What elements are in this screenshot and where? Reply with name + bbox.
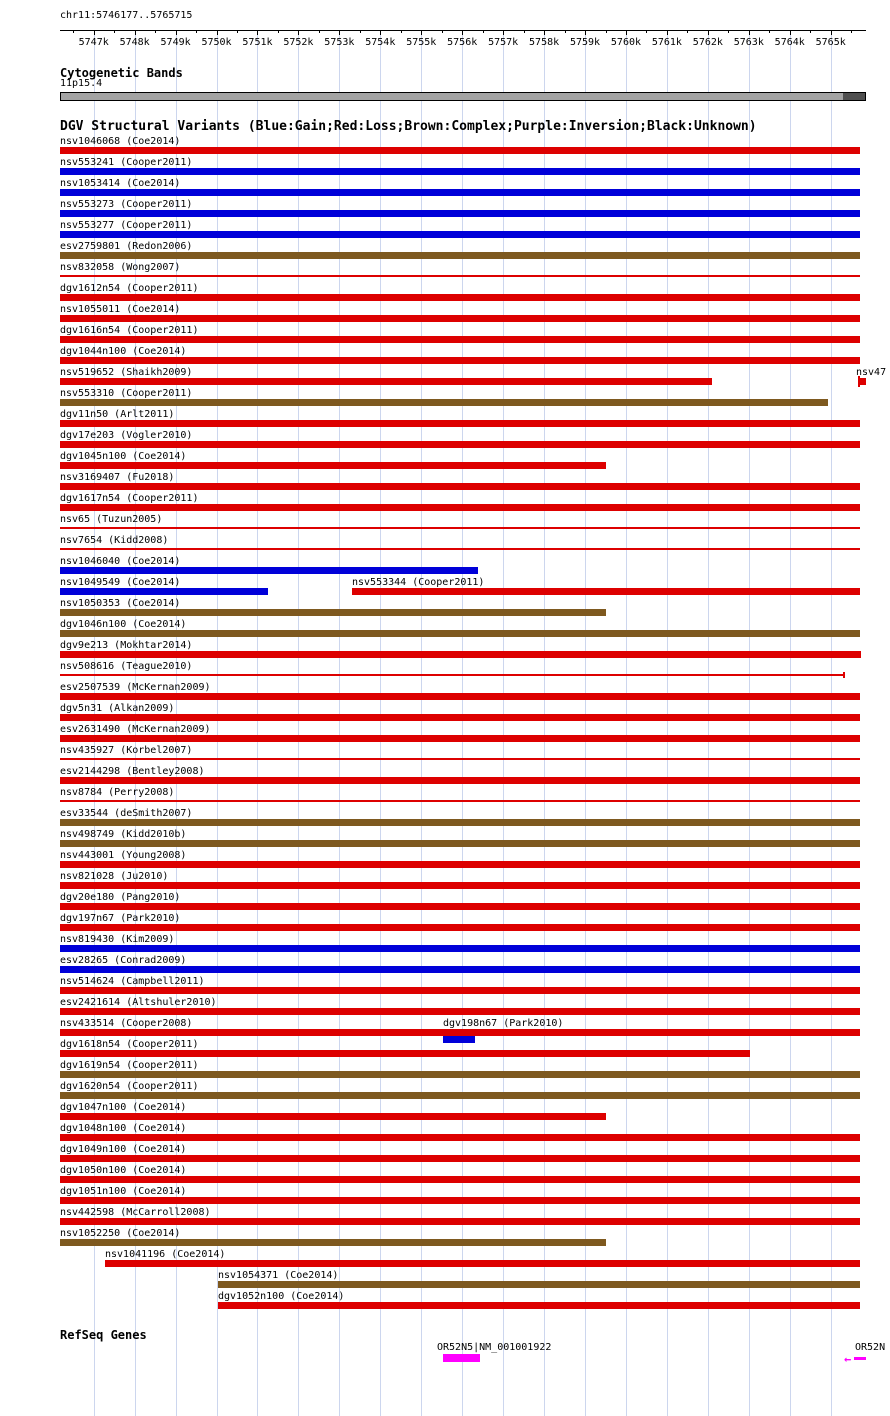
variant-label[interactable]: dgv1048n100 (Coe2014)	[60, 1123, 187, 1134]
ruler-tick-label: 5757k	[488, 37, 519, 48]
variant-label[interactable]: nsv1054371 (Coe2014)	[218, 1270, 339, 1281]
grid-line	[217, 31, 218, 1416]
variant-label[interactable]: dgv1619n54 (Cooper2011)	[60, 1060, 199, 1071]
variant-bar[interactable]	[352, 588, 860, 595]
ruler-tick-label: 5763k	[733, 37, 764, 48]
variant-label[interactable]: nsv433514 (Cooper2008)	[60, 1018, 193, 1029]
variant-bar[interactable]	[218, 1281, 860, 1288]
variant-bar[interactable]	[60, 168, 860, 175]
ruler-minor-tick	[851, 30, 852, 33]
variant-label[interactable]: nsv508616 (Teague2010)	[60, 661, 193, 672]
ruler-major-tick	[585, 30, 586, 35]
ruler-tick-label: 5752k	[283, 37, 314, 48]
ruler-tick-label: 5750k	[201, 37, 232, 48]
grid-line	[462, 31, 463, 1416]
ruler-tick-label: 5758k	[529, 37, 560, 48]
variant-bar[interactable]	[60, 1050, 750, 1057]
grid-line	[421, 31, 422, 1416]
gene-label[interactable]: OR52N5|NM_001001922	[437, 1342, 552, 1353]
ruler-major-tick	[217, 30, 218, 35]
grid-line	[257, 31, 258, 1416]
gene-strand-line	[854, 1357, 866, 1360]
ruler-major-tick	[667, 30, 668, 35]
variant-bar[interactable]	[60, 945, 860, 952]
variant-label[interactable]: esv2631490 (McKernan2009)	[60, 724, 211, 735]
variant-label[interactable]: dgv1618n54 (Cooper2011)	[60, 1039, 199, 1050]
variant-bar[interactable]	[60, 252, 860, 259]
ruler-minor-tick	[524, 30, 525, 33]
ruler-tick-label: 5753k	[324, 37, 355, 48]
ruler-tick-label: 5754k	[365, 37, 396, 48]
variant-bar[interactable]	[105, 1260, 860, 1267]
variant-bar[interactable]	[60, 147, 860, 154]
variant-bar[interactable]	[60, 1155, 860, 1162]
variant-bar[interactable]	[60, 714, 860, 721]
variant-bar[interactable]	[60, 1113, 606, 1120]
variant-bar[interactable]	[60, 1176, 860, 1183]
variant-label[interactable]: nsv442598 (McCarroll2008)	[60, 1207, 211, 1218]
variant-bar[interactable]	[60, 1029, 860, 1036]
variant-bar[interactable]	[60, 987, 860, 994]
variant-label[interactable]: nsv832058 (Wong2007)	[60, 262, 181, 273]
variant-bar[interactable]	[60, 336, 860, 343]
variant-bar[interactable]	[443, 1036, 475, 1043]
region-title: chr11:5746177..5765715	[60, 10, 193, 21]
grid-line	[544, 31, 545, 1416]
ruler-minor-tick	[728, 30, 729, 33]
variant-bar[interactable]	[60, 504, 860, 511]
variant-bar[interactable]	[60, 693, 860, 700]
variant-bar[interactable]	[60, 1218, 860, 1225]
variant-label[interactable]: nsv3169407 (Fu2018)	[60, 472, 175, 483]
ruler-major-tick	[544, 30, 545, 35]
gene-label[interactable]: OR52N	[855, 1342, 886, 1353]
variant-label[interactable]: nsv1046040 (Coe2014)	[60, 556, 181, 567]
variant-label[interactable]: dgv1044n100 (Coe2014)	[60, 346, 187, 357]
ruler-minor-tick	[565, 30, 566, 33]
ruler-major-tick	[708, 30, 709, 35]
variant-bar[interactable]	[60, 966, 860, 973]
variant-bar[interactable]	[60, 924, 860, 931]
variant-bar[interactable]	[60, 674, 843, 676]
grid-line	[380, 31, 381, 1416]
variant-label[interactable]: nsv47	[856, 367, 887, 378]
variant-bar[interactable]	[60, 441, 860, 448]
variant-label[interactable]: nsv1052250 (Coe2014)	[60, 1228, 181, 1239]
variant-label[interactable]: dgv20e180 (Pang2010)	[60, 892, 181, 903]
ruler-major-tick	[135, 30, 136, 35]
ruler-tick-label: 5748k	[119, 37, 150, 48]
variant-bar[interactable]	[218, 1302, 860, 1309]
variant-bar[interactable]	[60, 357, 860, 364]
variant-label[interactable]: nsv1041196 (Coe2014)	[105, 1249, 226, 1260]
variant-label[interactable]: dgv1620n54 (Cooper2011)	[60, 1081, 199, 1092]
ruler-minor-tick	[810, 30, 811, 33]
variant-label[interactable]: esv33544 (deSmith2007)	[60, 808, 193, 819]
ruler-tick-label: 5764k	[774, 37, 805, 48]
ruler-tick-label: 5765k	[815, 37, 846, 48]
variant-label[interactable]: dgv197n67 (Park2010)	[60, 913, 181, 924]
variant-bar[interactable]	[60, 800, 860, 802]
variant-label[interactable]: nsv819430 (Kim2009)	[60, 934, 175, 945]
dgv-track-header: DGV Structural Variants (Blue:Gain;Red:Loss;Brown:Complex;Purple:Inversion;Black:Unknown)	[60, 119, 757, 134]
grid-line	[298, 31, 299, 1416]
variant-label[interactable]: nsv1046068 (Coe2014)	[60, 136, 181, 147]
ruler-minor-tick	[237, 30, 238, 33]
gene-bar[interactable]	[443, 1354, 480, 1362]
variant-label[interactable]: esv2759801 (Redon2006)	[60, 241, 193, 252]
ruler-tick-label: 5756k	[447, 37, 478, 48]
ruler-minor-tick	[155, 30, 156, 33]
variant-label[interactable]: dgv9e213 (Mokhtar2014)	[60, 640, 193, 651]
variant-bar[interactable]	[60, 630, 860, 637]
grid-line	[749, 31, 750, 1416]
variant-label[interactable]: nsv498749 (Kidd2010b)	[60, 829, 187, 840]
ruler-tick-label: 5760k	[610, 37, 642, 48]
variant-bar[interactable]	[60, 189, 860, 196]
variant-bar[interactable]	[60, 567, 478, 574]
ruler-tick-label: 5759k	[569, 37, 601, 48]
ruler-minor-tick	[606, 30, 607, 33]
variant-label[interactable]: nsv65 (Tuzun2005)	[60, 514, 163, 525]
variant-bar[interactable]	[60, 1239, 606, 1246]
variant-label[interactable]: nsv1049549 (Coe2014)	[60, 577, 181, 588]
ruler-major-tick	[176, 30, 177, 35]
ruler-major-tick	[626, 30, 627, 35]
ruler-major-tick	[462, 30, 463, 35]
ruler-tick-label: 5761k	[651, 37, 682, 48]
variant-bar[interactable]	[60, 1008, 860, 1015]
ruler-minor-tick	[442, 30, 443, 33]
variant-label[interactable]: dgv1047n100 (Coe2014)	[60, 1102, 187, 1113]
ruler-minor-tick	[73, 30, 74, 33]
ruler-major-tick	[749, 30, 750, 35]
variant-label[interactable]: nsv514624 (Campbell2011)	[60, 976, 205, 987]
ruler-major-tick	[339, 30, 340, 35]
variant-label[interactable]: nsv553241 (Cooper2011)	[60, 157, 193, 168]
variant-bar[interactable]	[60, 861, 860, 868]
gene-left-arrow-icon: ←	[844, 1352, 852, 1366]
variant-label[interactable]: dgv1616n54 (Cooper2011)	[60, 325, 199, 336]
cytoband-label: 11p15.4	[60, 78, 103, 89]
variant-bar[interactable]	[60, 1134, 860, 1141]
ruler-major-tick	[298, 30, 299, 35]
variant-bar[interactable]	[60, 231, 860, 238]
variant-label[interactable]: dgv1045n100 (Coe2014)	[60, 451, 187, 462]
variant-label[interactable]: dgv1052n100 (Coe2014)	[218, 1291, 345, 1302]
variant-bar[interactable]	[60, 758, 860, 760]
variant-bar[interactable]	[60, 588, 268, 595]
variant-label[interactable]: dgv1049n100 (Coe2014)	[60, 1144, 187, 1155]
ruler-minor-tick	[196, 30, 197, 33]
variant-label[interactable]: dgv198n67 (Park2010)	[443, 1018, 564, 1029]
variant-label[interactable]: dgv1046n100 (Coe2014)	[60, 619, 187, 630]
variant-label[interactable]: dgv1612n54 (Cooper2011)	[60, 283, 199, 294]
variant-bar[interactable]	[60, 275, 860, 277]
variant-label[interactable]: dgv17e203 (Vogler2010)	[60, 430, 193, 441]
variant-label[interactable]: esv2507539 (McKernan2009)	[60, 682, 211, 693]
variant-bar[interactable]	[60, 315, 860, 322]
variant-label[interactable]: nsv553344 (Cooper2011)	[352, 577, 485, 588]
variant-label[interactable]: nsv553273 (Cooper2011)	[60, 199, 193, 210]
grid-line	[667, 31, 668, 1416]
ruler-minor-tick	[483, 30, 484, 33]
grid-line	[585, 31, 586, 1416]
variant-label[interactable]: nsv443001 (Young2008)	[60, 850, 187, 861]
ruler-major-tick	[94, 30, 95, 35]
ruler-minor-tick	[114, 30, 115, 33]
cytoband-bar	[60, 92, 866, 101]
variant-label[interactable]: dgv1051n100 (Coe2014)	[60, 1186, 187, 1197]
ruler-tick-label: 5749k	[160, 37, 191, 48]
variant-bar[interactable]	[60, 840, 860, 847]
variant-label[interactable]: esv2144298 (Bentley2008)	[60, 766, 205, 777]
variant-bar[interactable]	[60, 1071, 860, 1078]
ruler-major-tick	[421, 30, 422, 35]
variant-label[interactable]: nsv553310 (Cooper2011)	[60, 388, 193, 399]
variant-bar[interactable]	[60, 462, 606, 469]
variant-bar[interactable]	[60, 210, 860, 217]
grid-line	[503, 31, 504, 1416]
ruler-minor-tick	[687, 30, 688, 33]
ruler-minor-tick	[360, 30, 361, 33]
variant-label[interactable]: nsv7654 (Kidd2008)	[60, 535, 169, 546]
variant-bar[interactable]	[60, 651, 861, 658]
variant-bar[interactable]	[60, 420, 860, 427]
variant-bar[interactable]	[60, 378, 712, 385]
ruler-major-tick	[257, 30, 258, 35]
variant-label[interactable]: nsv553277 (Cooper2011)	[60, 220, 193, 231]
variant-label[interactable]: dgv5n31 (Alkan2009)	[60, 703, 175, 714]
variant-bar[interactable]	[60, 735, 860, 742]
variant-bar[interactable]	[60, 399, 828, 406]
variant-label[interactable]: nsv435927 (Korbel2007)	[60, 745, 193, 756]
cytoband-dark-cap	[843, 93, 865, 100]
variant-bar[interactable]	[60, 777, 860, 784]
variant-label[interactable]: dgv11n50 (Arlt2011)	[60, 409, 175, 420]
variant-label[interactable]: dgv1617n54 (Cooper2011)	[60, 493, 199, 504]
variant-label[interactable]: nsv821028 (Ju2010)	[60, 871, 169, 882]
grid-line	[626, 31, 627, 1416]
variant-bar[interactable]	[60, 1092, 860, 1099]
ruler-tick-label: 5762k	[692, 37, 723, 48]
variant-label[interactable]: esv2421614 (Altshuler2010)	[60, 997, 217, 1008]
ruler-minor-tick	[646, 30, 647, 33]
refseq-track-header: RefSeq Genes	[60, 1328, 147, 1342]
variant-label[interactable]: nsv8784 (Perry2008)	[60, 787, 175, 798]
variant-bar[interactable]	[60, 294, 860, 301]
variant-bar[interactable]	[60, 548, 860, 550]
ruler-minor-tick	[319, 30, 320, 33]
variant-label[interactable]: esv28265 (Conrad2009)	[60, 955, 187, 966]
variant-bar[interactable]	[60, 882, 860, 889]
variant-label[interactable]: nsv1055011 (Coe2014)	[60, 304, 181, 315]
ruler-major-tick	[503, 30, 504, 35]
variant-bar[interactable]	[60, 609, 606, 616]
ruler-major-tick	[790, 30, 791, 35]
variant-label[interactable]: dgv1050n100 (Coe2014)	[60, 1165, 187, 1176]
variant-label[interactable]: nsv519652 (Shaikh2009)	[60, 367, 193, 378]
ruler-major-tick	[380, 30, 381, 35]
grid-line	[708, 31, 709, 1416]
variant-bar[interactable]	[60, 483, 860, 490]
ruler-minor-tick	[278, 30, 279, 33]
ruler-minor-tick	[769, 30, 770, 33]
variant-label[interactable]: nsv1053414 (Coe2014)	[60, 178, 181, 189]
ruler-minor-tick	[401, 30, 402, 33]
ruler-major-tick	[831, 30, 832, 35]
variant-bar[interactable]	[60, 1197, 860, 1204]
variant-label[interactable]: nsv1050353 (Coe2014)	[60, 598, 181, 609]
cytobands-track-header: Cytogenetic Bands	[60, 66, 183, 80]
variant-bar[interactable]	[60, 819, 860, 826]
grid-line	[790, 31, 791, 1416]
grid-line	[831, 31, 832, 1416]
ruler-tick-label: 5755k	[406, 37, 437, 48]
variant-bar[interactable]	[60, 903, 860, 910]
ruler-tick-label: 5751k	[242, 37, 273, 48]
variant-end-tick	[843, 672, 845, 678]
variant-bar[interactable]	[60, 527, 860, 529]
ruler-tick-label: 5747k	[78, 37, 109, 48]
grid-line	[339, 31, 340, 1416]
